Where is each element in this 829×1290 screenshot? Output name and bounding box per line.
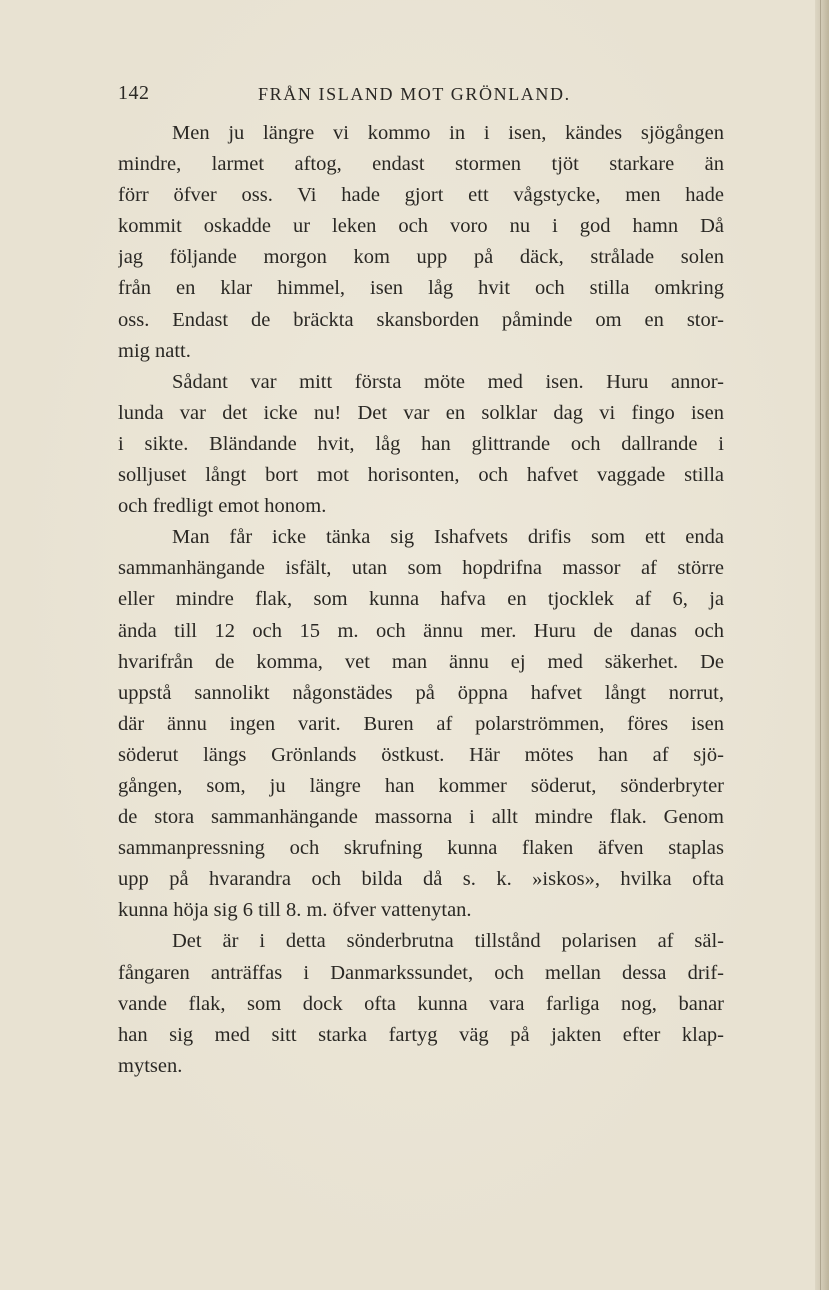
text-line: jag följande morgon kom upp på däck, strålade solen xyxy=(118,246,724,269)
text-line: kunna höja sig 6 till 8. m. öfver vattenytan. xyxy=(118,899,472,922)
text-line: de stora sammanhängande massorna i allt mindre flak. Genom xyxy=(118,806,724,829)
text-line: ända till 12 och 15 m. och ännu mer. Huru de danas och xyxy=(118,619,724,642)
text-line: från en klar himmel, isen låg hvit och stilla omkring xyxy=(118,277,724,300)
text-line: söderut längs Grönlands östkust. Här mötes han af sjö- xyxy=(118,743,724,766)
text-line: vande flak, som dock ofta kunna vara farliga nog, banar xyxy=(118,992,724,1015)
text-line: upp på hvarandra och bilda då s. k. »iskos», hvilka ofta xyxy=(118,868,724,891)
text-line: i sikte. Bländande hvit, låg han glittrande och dallrande i xyxy=(118,432,724,455)
text-line: eller mindre flak, som kunna hafva en tjocklek af 6, ja xyxy=(118,588,724,611)
text-line: oss. Endast de bräckta skansborden påminde om en stor- xyxy=(118,308,724,331)
text-line: Men ju längre vi kommo in i isen, kändes sjögången xyxy=(172,122,724,144)
text-line: gången, som, ju längre han kommer söderut, sönderbryter xyxy=(118,774,724,797)
page-number: 142 xyxy=(118,82,150,104)
text-line: där ännu ingen varit. Buren af polarströmmen, föres isen xyxy=(118,712,724,735)
text-line: lunda var det icke nu! Det var en solklar dag vi fingo isen xyxy=(118,401,724,424)
text-line: Man får icke tänka sig Ishafvets drifis som ett enda xyxy=(172,526,724,549)
running-title: FRÅN ISLAND MOT GRÖNLAND. xyxy=(258,84,571,104)
text-line: Det är i detta sönderbrutna tillstånd polarisen af säl- xyxy=(172,930,724,953)
text-line: fångaren anträffas i Danmarkssundet, och mellan dessa drif- xyxy=(118,961,724,984)
text-line: kommit oskadde ur leken och voro nu i god hamn Då xyxy=(118,215,724,238)
text-line: solljuset långt bort mot horisonten, och hafvet vaggade stilla xyxy=(118,464,724,487)
text-line: förr öfver oss. Vi hade gjort ett vågstycke, men hade xyxy=(118,184,724,207)
text-line: sammanpressning och skrufning kunna flaken äfven staplas xyxy=(118,837,724,860)
text-line: han sig med sitt starka fartyg väg på jakten efter klap- xyxy=(118,1023,724,1046)
text-line: och fredligt emot honom. xyxy=(118,495,327,518)
body-text xyxy=(118,118,724,1082)
text-line: hvarifrån de komma, vet man ännu ej med säkerhet. De xyxy=(118,650,724,673)
text-line: mindre, larmet aftog, endast stormen tjöt starkare än xyxy=(118,153,724,176)
text-line: mytsen. xyxy=(118,1054,183,1077)
page-edge xyxy=(815,0,829,1290)
text-line: mig natt. xyxy=(118,339,191,362)
text-line: Sådant var mitt första möte med isen. Huru annor- xyxy=(172,370,724,393)
text-line: sammanhängande isfält, utan som hopdrifna massor af större xyxy=(118,557,724,580)
page-edge-line xyxy=(820,0,821,1290)
text-line: uppstå sannolikt någonstädes på öppna hafvet långt norrut, xyxy=(118,681,724,704)
page-header xyxy=(118,82,724,110)
